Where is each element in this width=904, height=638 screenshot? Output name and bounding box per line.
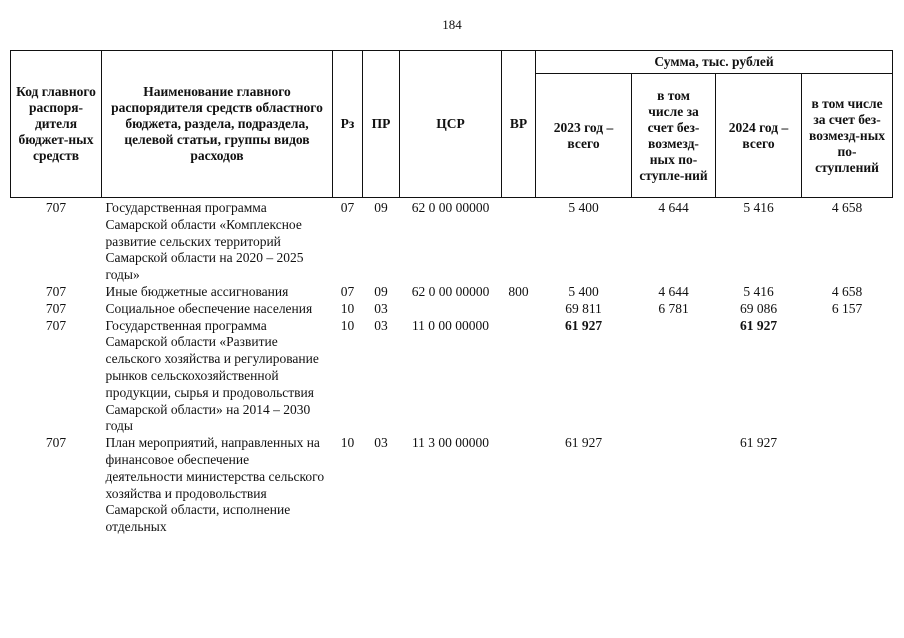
table-row bbox=[11, 301, 893, 318]
cell-code: 707 bbox=[45, 300, 67, 316]
cell-rz: 10 bbox=[340, 317, 355, 333]
header-name: Наименование главного распорядителя средств областного бюджета, раздела, подраздела, целевой статьи, группы видов расходов bbox=[102, 51, 333, 198]
cell-2023-total: 5 400 bbox=[568, 200, 599, 215]
cell-2024-total: 61 927 bbox=[739, 435, 778, 451]
header-2024-total: 2024 год – всего bbox=[716, 74, 802, 198]
cell-name: Социальное обеспечение населения bbox=[105, 300, 313, 316]
cell-pr: 03 bbox=[374, 300, 388, 316]
cell-code: 707 bbox=[45, 435, 67, 451]
header-rz: Рз bbox=[333, 51, 363, 198]
cell-csr: 11 3 00 00000 bbox=[411, 435, 490, 451]
header-sum: Сумма, тыс. рублей bbox=[536, 51, 893, 74]
cell-2024-total: 61 927 bbox=[739, 317, 778, 333]
cell-name: Государственная программа Самарской области «Комплексное развитие сельских территорий Самарской области на 2020 – 2025 годы» bbox=[105, 200, 304, 283]
header-2024-free: в том числе за счет без-возмезд-ных по-ступлений bbox=[802, 74, 893, 198]
cell-vr: 800 bbox=[508, 283, 529, 299]
cell-2024-free bbox=[802, 318, 893, 436]
table-row bbox=[11, 318, 893, 436]
table-body bbox=[11, 198, 893, 536]
cell-2023-free: 4 644 bbox=[658, 283, 689, 299]
cell-2024-free: 4 658 bbox=[831, 283, 863, 299]
cell-2023-total: 5 400 bbox=[568, 283, 599, 299]
cell-csr: 11 0 00 00000 bbox=[411, 317, 490, 333]
header-2023-free: в том числе за счет без-возмезд-ных по-ступле-ний bbox=[632, 74, 716, 198]
cell-name: План мероприятий, направленных на финансовое обеспечение деятельности министерства сельского хозяйства и продовольствия Самарской области, исполнение отдельных bbox=[105, 435, 325, 535]
table-header bbox=[11, 51, 893, 198]
cell-rz: 10 bbox=[340, 435, 355, 451]
table-row bbox=[11, 435, 893, 536]
cell-2023-free: 6 781 bbox=[658, 300, 689, 316]
cell-vr bbox=[502, 198, 536, 284]
cell-2023-total: 69 811 bbox=[565, 300, 602, 316]
cell-csr: 62 0 00 00000 bbox=[411, 200, 490, 215]
cell-vr bbox=[502, 301, 536, 318]
cell-2023-total: 61 927 bbox=[564, 317, 603, 333]
cell-2024-total: 5 416 bbox=[743, 283, 774, 299]
header-2023-total: 2023 год – всего bbox=[536, 74, 632, 198]
cell-code: 707 bbox=[45, 317, 67, 333]
cell-2023-free bbox=[632, 435, 716, 536]
cell-code: 707 bbox=[45, 200, 67, 215]
header-code: Код главного распоря-дителя бюджет-ных средств bbox=[11, 51, 102, 198]
cell-pr: 03 bbox=[374, 317, 388, 333]
cell-rz: 07 bbox=[340, 200, 355, 215]
cell-2024-free: 4 658 bbox=[831, 200, 863, 215]
cell-code: 707 bbox=[45, 283, 67, 299]
header-vr: ВР bbox=[502, 51, 536, 198]
cell-2024-free bbox=[802, 435, 893, 536]
cell-2024-total: 69 086 bbox=[739, 300, 778, 316]
cell-pr: 09 bbox=[374, 283, 388, 299]
cell-2023-total: 61 927 bbox=[564, 435, 603, 451]
table-row bbox=[11, 198, 893, 284]
cell-2023-free bbox=[632, 318, 716, 436]
cell-2023-free: 4 644 bbox=[658, 200, 689, 215]
cell-csr bbox=[400, 301, 502, 318]
cell-pr: 09 bbox=[374, 200, 388, 215]
cell-rz: 07 bbox=[340, 283, 355, 299]
cell-2024-free: 6 157 bbox=[831, 300, 863, 316]
cell-pr: 03 bbox=[374, 435, 388, 451]
cell-name: Иные бюджетные ассигнования bbox=[105, 283, 289, 299]
budget-table bbox=[10, 50, 893, 536]
cell-rz: 10 bbox=[340, 300, 355, 316]
header-pr: ПР bbox=[363, 51, 400, 198]
cell-2024-total: 5 416 bbox=[743, 200, 774, 215]
header-csr: ЦСР bbox=[400, 51, 502, 198]
cell-name: Государственная программа Самарской области «Развитие сельского хозяйства и регулирование рынков сельскохозяйственной продукции, сырья и продовольствия Самарской области» на 2014 – 2030 годы bbox=[105, 317, 319, 434]
page-number: 184 bbox=[442, 17, 462, 32]
cell-vr bbox=[502, 318, 536, 436]
cell-csr: 62 0 00 00000 bbox=[411, 283, 490, 299]
table-row bbox=[11, 284, 893, 301]
cell-vr bbox=[502, 435, 536, 536]
